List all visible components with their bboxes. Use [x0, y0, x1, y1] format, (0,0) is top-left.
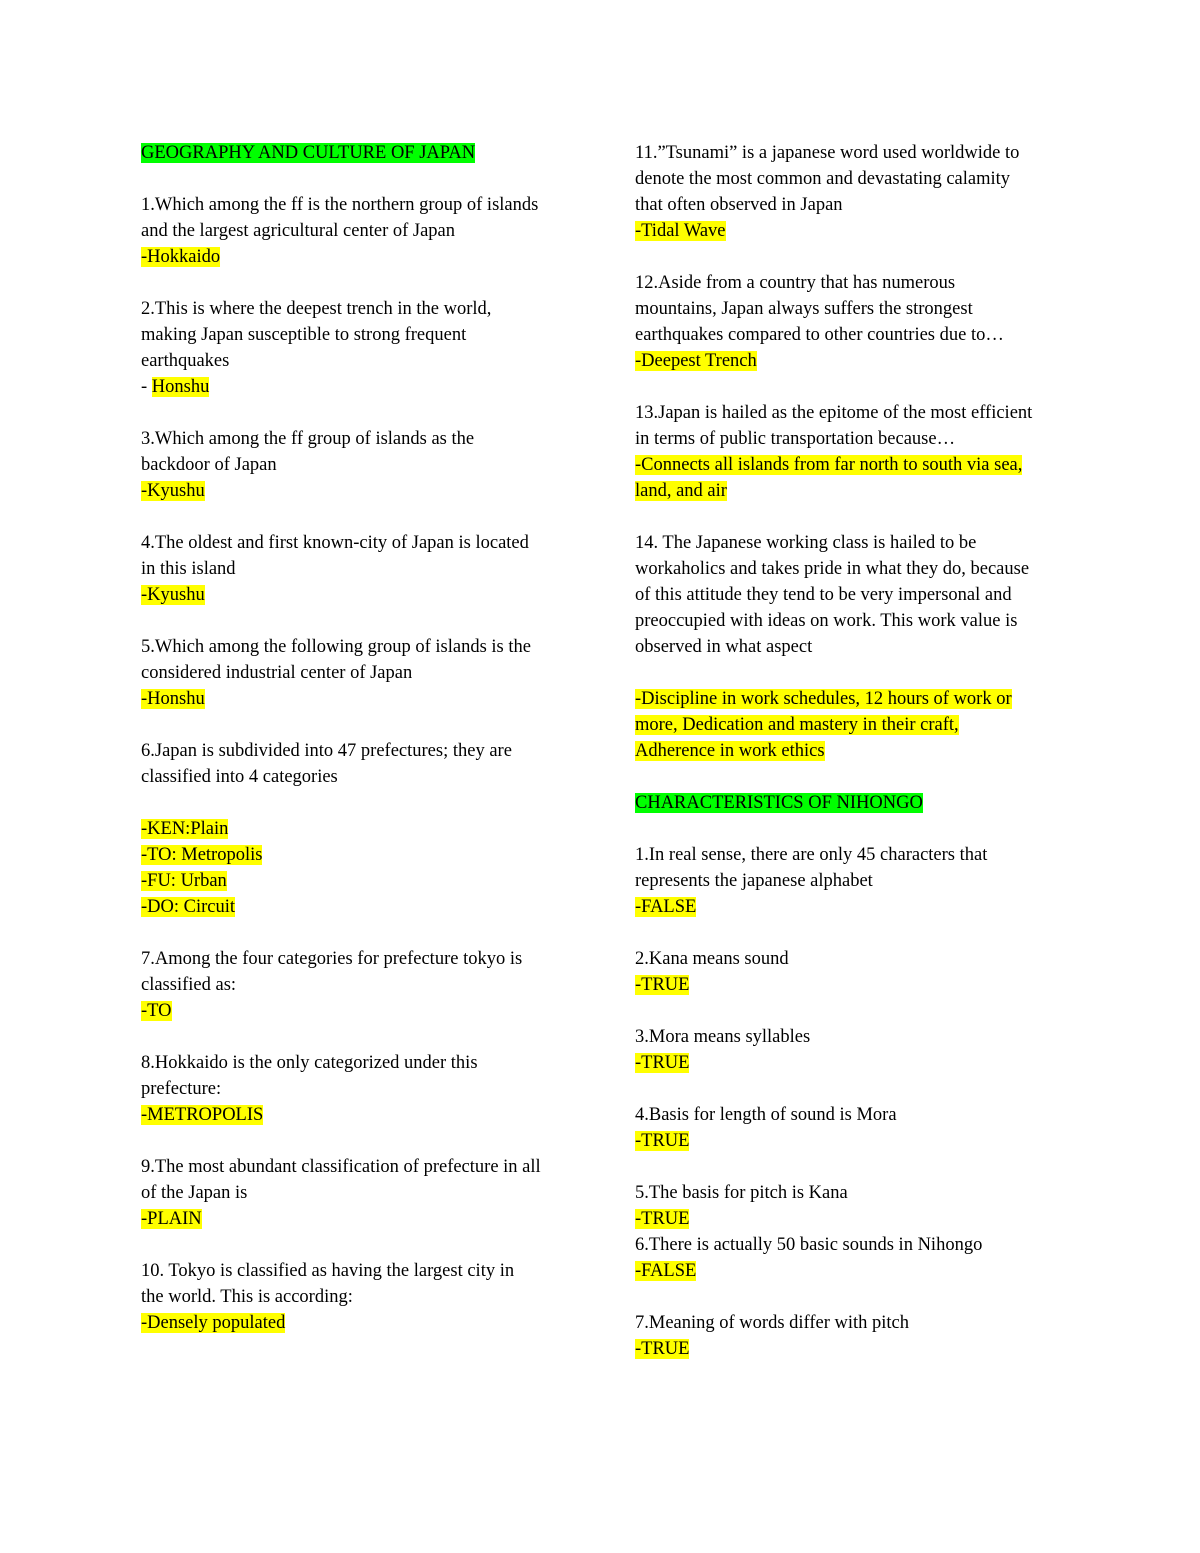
question-text: 5.The basis for pitch is Kana — [635, 1183, 848, 1203]
question-text: of the Japan is — [141, 1183, 248, 1203]
answer-text: -Discipline in work schedules, 12 hours of work or — [635, 689, 1012, 709]
heading-text: GEOGRAPHY AND CULTURE OF JAPAN — [141, 143, 476, 163]
question-text: in this island — [141, 559, 236, 579]
question-text: observed in what aspect — [635, 637, 813, 657]
left-column — [141, 140, 581, 1362]
question-text: 9.The most abundant classification of prefecture in all — [141, 1157, 541, 1177]
question-text: 13.Japan is hailed as the epitome of the most efficient — [635, 403, 1033, 423]
right-column — [635, 140, 1065, 1388]
answer-text: -FALSE — [635, 1261, 697, 1281]
question-text: 6.There is actually 50 basic sounds in Nihongo — [635, 1235, 983, 1255]
question-text: workaholics and takes pride in what they do, because — [635, 559, 1030, 579]
answer-text: land, and air — [635, 481, 727, 501]
answer-text: -Deepest Trench — [635, 351, 757, 371]
question-text: making Japan susceptible to strong frequent — [141, 325, 467, 345]
answer-text: -PLAIN — [141, 1209, 202, 1229]
question-8 — [141, 1050, 581, 1128]
answer-text: -FU: Urban — [141, 871, 227, 891]
answer-text: -Tidal Wave — [635, 221, 726, 241]
answer-prefix: - — [141, 377, 152, 397]
answer-text: -KEN:Plain — [141, 819, 229, 839]
nihongo-item-1 — [635, 842, 1065, 920]
answer-text: -METROPOLIS — [141, 1105, 264, 1125]
question-text: earthquakes compared to other countries due to… — [635, 325, 1004, 345]
nihongo-item-5 — [635, 1180, 1065, 1232]
answer-text: -Connects all islands from far north to south via sea, — [635, 455, 1023, 475]
question-text: prefecture: — [141, 1079, 222, 1099]
question-4 — [141, 530, 581, 608]
question-text: 2.This is where the deepest trench in the world, — [141, 299, 492, 319]
question-2 — [141, 296, 581, 400]
nihongo-item-2 — [635, 946, 1065, 998]
question-9 — [141, 1154, 581, 1232]
question-text: in terms of public transportation because… — [635, 429, 956, 449]
question-text: earthquakes — [141, 351, 230, 371]
question-text: 12.Aside from a country that has numerous — [635, 273, 956, 293]
question-text: classified as: — [141, 975, 237, 995]
question-text: 4.The oldest and first known-city of Japan is located — [141, 533, 529, 553]
answer-text: Honshu — [151, 377, 210, 397]
section-heading-nihongo — [635, 790, 1065, 816]
answer-text: more, Dedication and mastery in their craft, — [635, 715, 959, 735]
question-1 — [141, 192, 581, 270]
question-text: that often observed in Japan — [635, 195, 843, 215]
question-3 — [141, 426, 581, 504]
question-text: 4.Basis for length of sound is Mora — [635, 1105, 897, 1125]
question-14 — [635, 530, 1065, 764]
question-7 — [141, 946, 581, 1024]
question-text: denote the most common and devastating calamity — [635, 169, 1011, 189]
question-text: of this attitude they tend to be very impersonal and — [635, 585, 1012, 605]
answer-text: -TO: Metropolis — [141, 845, 263, 865]
question-11 — [635, 140, 1065, 244]
answer-text: -FALSE — [635, 897, 697, 917]
question-12 — [635, 270, 1065, 374]
answer-text: -TRUE — [635, 1053, 690, 1073]
question-text: 14. The Japanese working class is hailed to be — [635, 533, 977, 553]
question-text: 1.In real sense, there are only 45 characters that — [635, 845, 988, 865]
question-text: 1.Which among the ff is the northern group of islands — [141, 195, 539, 215]
question-text: considered industrial center of Japan — [141, 663, 413, 683]
answer-text: -TRUE — [635, 1131, 690, 1151]
nihongo-item-3 — [635, 1024, 1065, 1076]
answer-text: -TRUE — [635, 1339, 690, 1359]
question-text: 3.Mora means syllables — [635, 1027, 811, 1047]
question-text: backdoor of Japan — [141, 455, 277, 475]
question-text: classified into 4 categories — [141, 767, 338, 787]
nihongo-item-4 — [635, 1102, 1065, 1154]
question-text: 2.Kana means sound — [635, 949, 789, 969]
question-10 — [141, 1258, 581, 1336]
answer-text: -Densely populated — [141, 1313, 286, 1333]
answer-text: -DO: Circuit — [141, 897, 236, 917]
answer-text: Adherence in work ethics — [635, 741, 825, 761]
question-text: the world. This is according: — [141, 1287, 353, 1307]
question-text: 11.”Tsunami” is a japanese word used worldwide to — [635, 143, 1020, 163]
question-text: 8.Hokkaido is the only categorized under this — [141, 1053, 478, 1073]
question-text: and the largest agricultural center of Japan — [141, 221, 456, 241]
answer-text: -Kyushu — [141, 585, 205, 605]
section-heading-geography — [141, 140, 581, 166]
nihongo-item-7 — [635, 1310, 1065, 1362]
answer-text: -Kyushu — [141, 481, 205, 501]
answer-text: -TRUE — [635, 975, 690, 995]
heading-text: CHARACTERISTICS OF NIHONGO — [635, 793, 923, 813]
question-text: 6.Japan is subdivided into 47 prefectures; they are — [141, 741, 512, 761]
question-text: 5.Which among the following group of islands is the — [141, 637, 531, 657]
question-text: 10. Tokyo is classified as having the largest city in — [141, 1261, 515, 1281]
question-13 — [635, 400, 1065, 504]
answer-text: -TO — [141, 1001, 172, 1021]
question-text: 7.Meaning of words differ with pitch — [635, 1313, 910, 1333]
question-text: represents the japanese alphabet — [635, 871, 873, 891]
question-text: preoccupied with ideas on work. This work value is — [635, 611, 1018, 631]
answer-text: -Hokkaido — [141, 247, 221, 267]
question-text: mountains, Japan always suffers the strongest — [635, 299, 973, 319]
question-text: 7.Among the four categories for prefecture tokyo is — [141, 949, 523, 969]
question-text: 3.Which among the ff group of islands as the — [141, 429, 475, 449]
nihongo-item-6 — [635, 1232, 1065, 1284]
answer-text: -Honshu — [141, 689, 205, 709]
answer-text: -TRUE — [635, 1209, 690, 1229]
question-5 — [141, 634, 581, 712]
question-6 — [141, 738, 581, 920]
